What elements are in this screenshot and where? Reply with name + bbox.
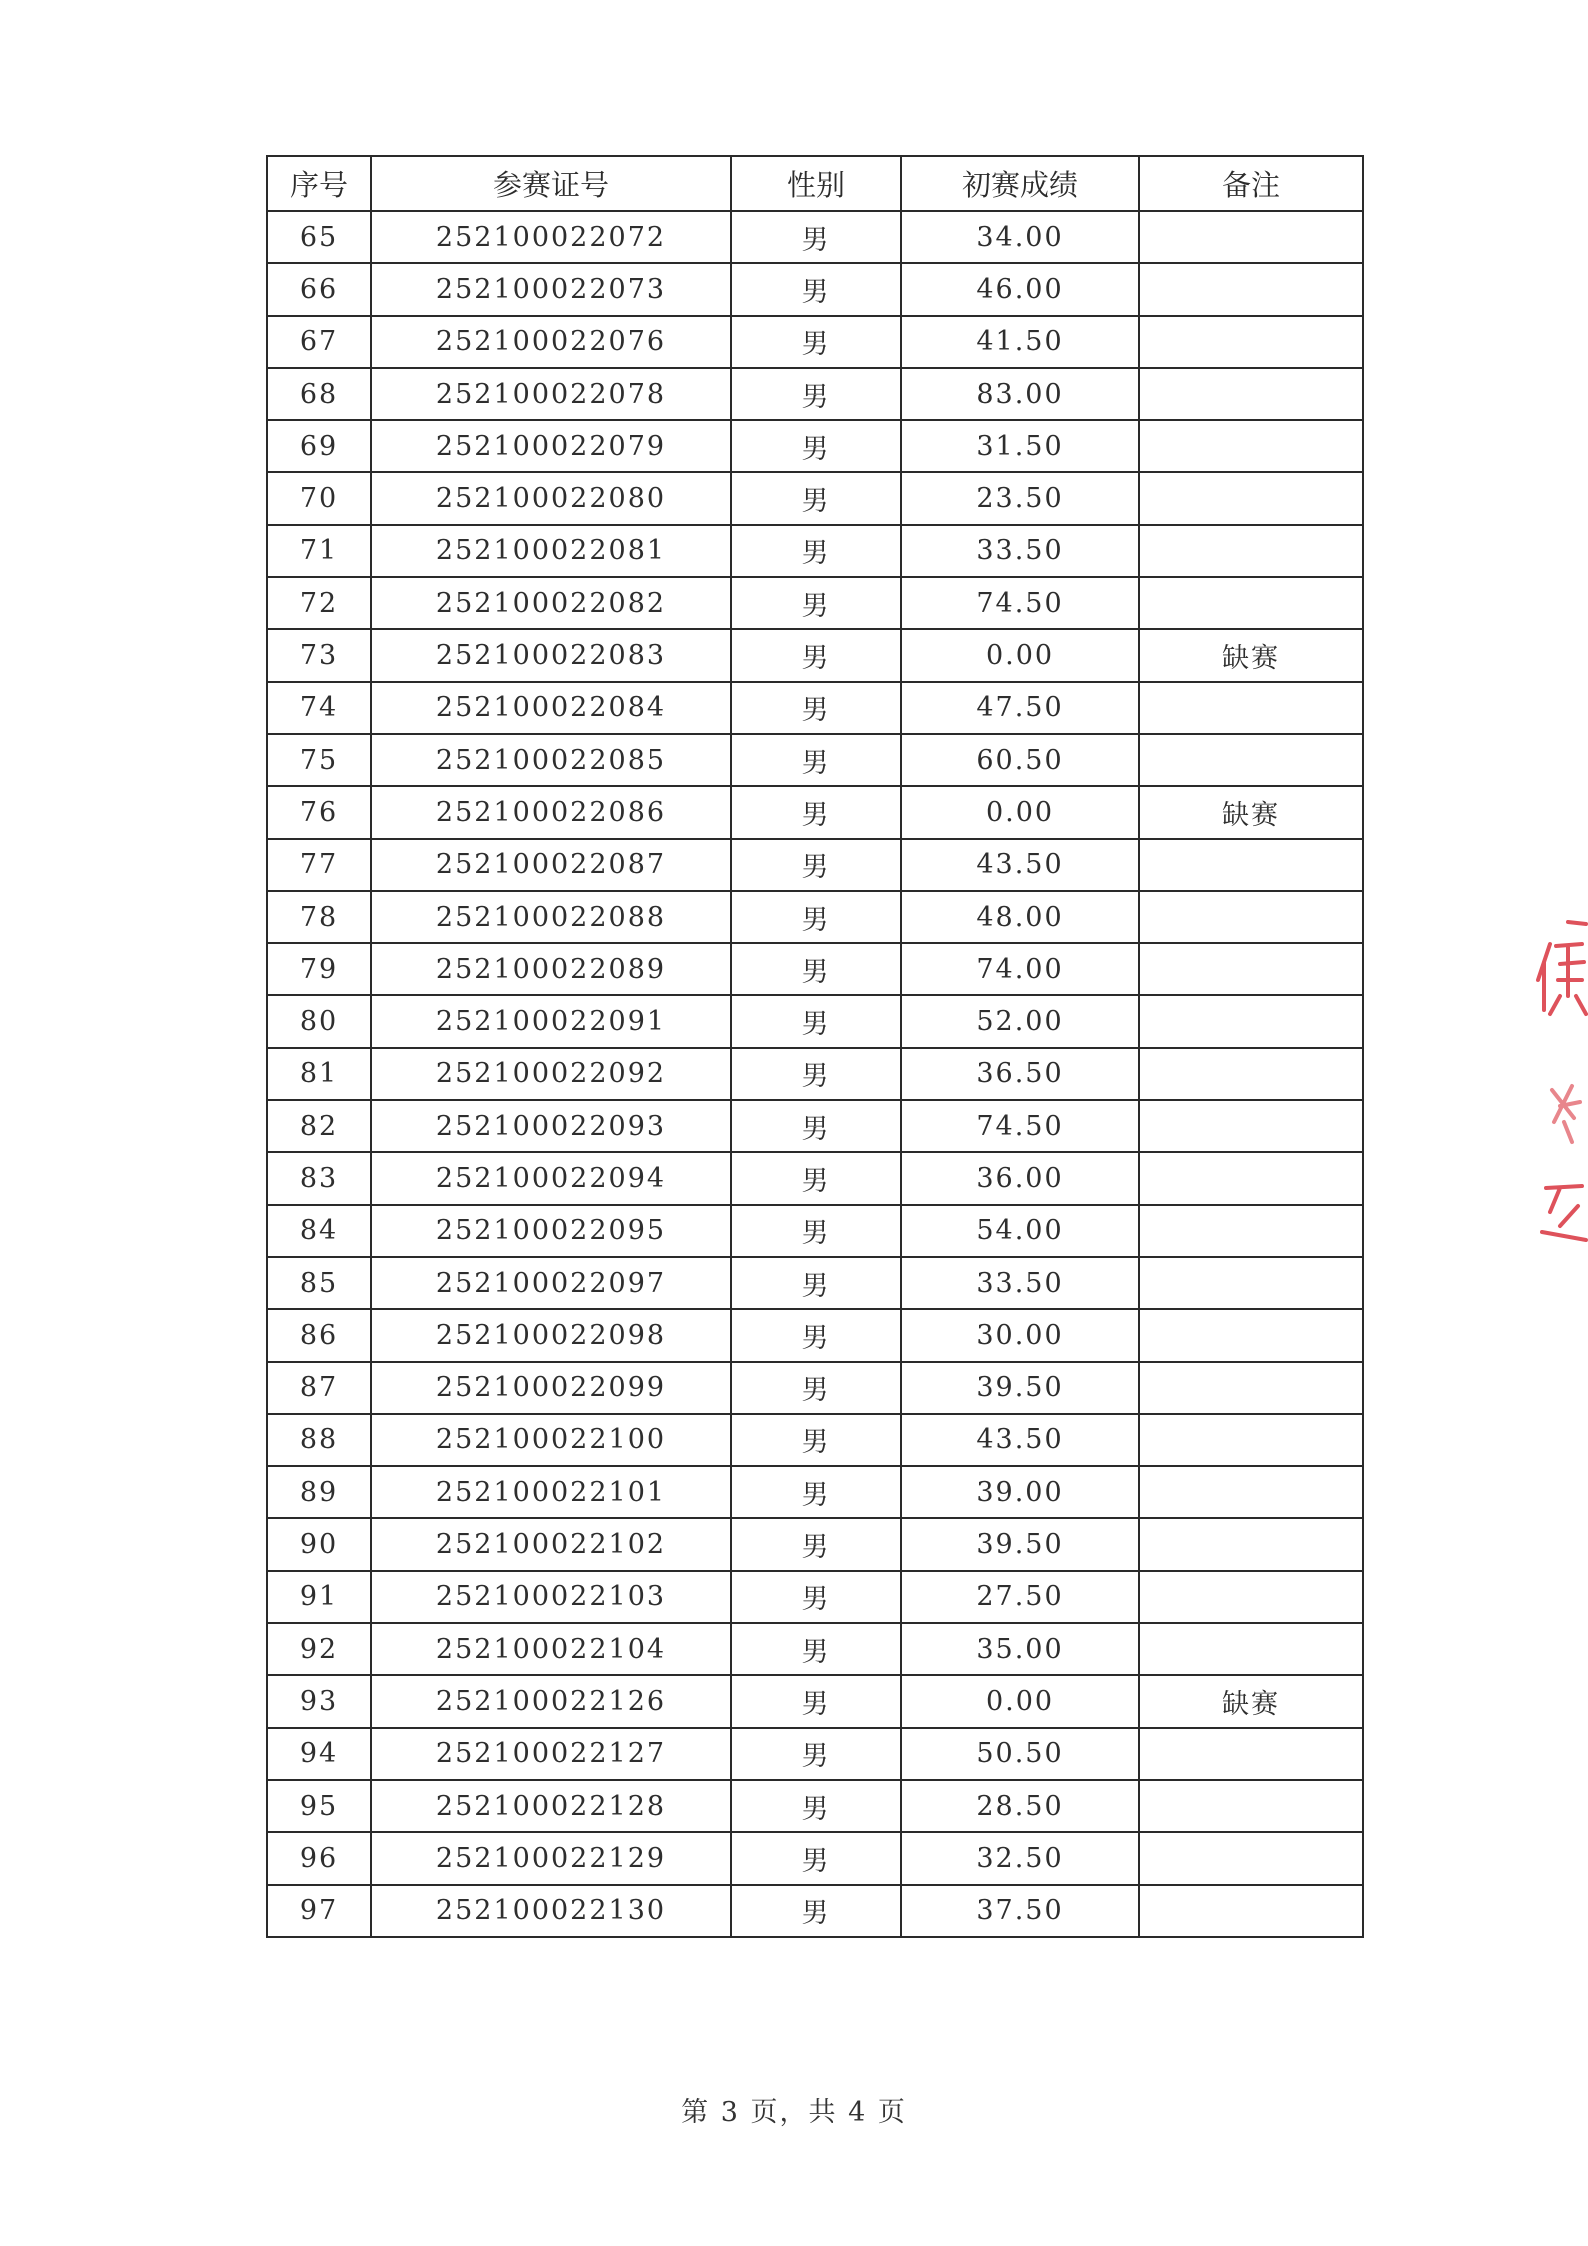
gender-cell: 男 [731,786,901,838]
gender-cell: 男 [731,1466,901,1518]
preliminary-score-cell: 74.50 [901,577,1139,629]
row-number-cell: 79 [267,943,371,995]
registration-id-cell: 252100022100 [371,1414,731,1466]
registration-id-cell: 252100022128 [371,1780,731,1832]
table-row [267,1257,1363,1309]
row-number-cell: 87 [267,1362,371,1414]
registration-id-cell: 252100022098 [371,1309,731,1361]
registration-id-cell: 252100022082 [371,577,731,629]
table-row [267,943,1363,995]
table-row [267,891,1363,943]
preliminary-score-cell: 36.50 [901,1048,1139,1100]
table-row [267,1362,1363,1414]
preliminary-score-cell: 54.00 [901,1205,1139,1257]
table-row [267,211,1363,263]
preliminary-score-cell: 43.50 [901,839,1139,891]
gender-cell: 男 [731,1100,901,1152]
registration-id-cell: 252100022076 [371,316,731,368]
header-registration-id: 参赛证号 [371,156,731,211]
preliminary-score-cell: 43.50 [901,1414,1139,1466]
gender-cell: 男 [731,1675,901,1727]
gender-cell: 男 [731,839,901,891]
row-number-cell: 82 [267,1100,371,1152]
remarks-cell [1139,1048,1363,1100]
remarks-cell [1139,1309,1363,1361]
row-number-cell: 66 [267,263,371,315]
results-table [266,155,1364,1938]
preliminary-score-cell: 48.00 [901,891,1139,943]
table-row [267,420,1363,472]
preliminary-score-cell: 0.00 [901,1675,1139,1727]
registration-id-cell: 252100022080 [371,472,731,524]
table-row [267,1832,1363,1884]
registration-id-cell: 252100022127 [371,1728,731,1780]
row-number-cell: 84 [267,1205,371,1257]
preliminary-score-cell: 52.00 [901,995,1139,1047]
preliminary-score-cell: 33.50 [901,1257,1139,1309]
table-row [267,1205,1363,1257]
remarks-cell [1139,1885,1363,1937]
gender-cell: 男 [731,1414,901,1466]
header-number: 序号 [267,156,371,211]
registration-id-cell: 252100022094 [371,1152,731,1204]
gender-cell: 男 [731,1362,901,1414]
preliminary-score-cell: 39.50 [901,1518,1139,1570]
gender-cell: 男 [731,682,901,734]
registration-id-cell: 252100022102 [371,1518,731,1570]
remarks-cell [1139,1466,1363,1518]
header-remarks: 备注 [1139,156,1363,211]
gender-cell: 男 [731,1832,901,1884]
remarks-cell [1139,1100,1363,1152]
seal-glyph-top [1538,944,1586,1014]
registration-id-cell: 252100022093 [371,1100,731,1152]
preliminary-score-cell: 39.00 [901,1466,1139,1518]
registration-id-cell: 252100022085 [371,734,731,786]
remarks-cell [1139,1623,1363,1675]
row-number-cell: 71 [267,525,371,577]
gender-cell: 男 [731,891,901,943]
registration-id-cell: 252100022130 [371,1885,731,1937]
row-number-cell: 70 [267,472,371,524]
remarks-cell [1139,1414,1363,1466]
gender-cell: 男 [731,1205,901,1257]
table-row [267,577,1363,629]
seal-glyph-bottom [1542,1186,1586,1240]
gender-cell: 男 [731,368,901,420]
remarks-cell [1139,577,1363,629]
registration-id-cell: 252100022095 [371,1205,731,1257]
preliminary-score-cell: 60.50 [901,734,1139,786]
row-number-cell: 92 [267,1623,371,1675]
seal-edge-mark [1568,922,1586,924]
registration-id-cell: 252100022099 [371,1362,731,1414]
remarks-cell [1139,472,1363,524]
preliminary-score-cell: 30.00 [901,1309,1139,1361]
preliminary-score-cell: 50.50 [901,1728,1139,1780]
registration-id-cell: 252100022089 [371,943,731,995]
row-number-cell: 78 [267,891,371,943]
remarks-cell [1139,1832,1363,1884]
header-preliminary-score: 初赛成绩 [901,156,1139,211]
row-number-cell: 65 [267,211,371,263]
preliminary-score-cell: 46.00 [901,263,1139,315]
remarks-cell [1139,1518,1363,1570]
gender-cell: 男 [731,577,901,629]
preliminary-score-cell: 35.00 [901,1623,1139,1675]
gender-cell: 男 [731,1780,901,1832]
preliminary-score-cell: 34.00 [901,211,1139,263]
preliminary-score-cell: 32.50 [901,1832,1139,1884]
row-number-cell: 69 [267,420,371,472]
preliminary-score-cell: 83.00 [901,368,1139,420]
remarks-cell [1139,368,1363,420]
registration-id-cell: 252100022091 [371,995,731,1047]
preliminary-score-cell: 74.00 [901,943,1139,995]
table-row [267,1675,1363,1727]
registration-id-cell: 252100022086 [371,786,731,838]
gender-cell: 男 [731,1623,901,1675]
row-number-cell: 81 [267,1048,371,1100]
registration-id-cell: 252100022092 [371,1048,731,1100]
gender-cell: 男 [731,995,901,1047]
gender-cell: 男 [731,1048,901,1100]
table-row [267,1885,1363,1937]
registration-id-cell: 252100022073 [371,263,731,315]
remarks-cell [1139,682,1363,734]
preliminary-score-cell: 36.00 [901,1152,1139,1204]
gender-cell: 男 [731,525,901,577]
gender-cell: 男 [731,420,901,472]
table-row [267,1571,1363,1623]
row-number-cell: 80 [267,995,371,1047]
registration-id-cell: 252100022101 [371,1466,731,1518]
row-number-cell: 86 [267,1309,371,1361]
row-number-cell: 95 [267,1780,371,1832]
table-row [267,734,1363,786]
gender-cell: 男 [731,1728,901,1780]
row-number-cell: 90 [267,1518,371,1570]
gender-cell: 男 [731,629,901,681]
remarks-cell [1139,211,1363,263]
gender-cell: 男 [731,1152,901,1204]
table-row [267,1518,1363,1570]
table-row [267,1780,1363,1832]
preliminary-score-cell: 37.50 [901,1885,1139,1937]
row-number-cell: 74 [267,682,371,734]
row-number-cell: 91 [267,1571,371,1623]
preliminary-score-cell: 39.50 [901,1362,1139,1414]
table-row [267,1152,1363,1204]
remarks-cell: 缺赛 [1139,629,1363,681]
gender-cell: 男 [731,1257,901,1309]
table-row [267,1623,1363,1675]
row-number-cell: 73 [267,629,371,681]
page-footer: 第 3 页，共 4 页 [681,2097,907,2128]
gender-cell: 男 [731,1518,901,1570]
table-row [267,839,1363,891]
seal-glyph-middle [1552,1086,1580,1142]
remarks-cell [1139,891,1363,943]
row-number-cell: 75 [267,734,371,786]
table-row [267,1728,1363,1780]
row-number-cell: 68 [267,368,371,420]
registration-id-cell: 252100022104 [371,1623,731,1675]
row-number-cell: 97 [267,1885,371,1937]
preliminary-score-cell: 28.50 [901,1780,1139,1832]
remarks-cell: 缺赛 [1139,1675,1363,1727]
table-row [267,263,1363,315]
row-number-cell: 83 [267,1152,371,1204]
table-row [267,682,1363,734]
remarks-cell [1139,734,1363,786]
preliminary-score-cell: 74.50 [901,1100,1139,1152]
remarks-cell [1139,839,1363,891]
row-number-cell: 77 [267,839,371,891]
row-number-cell: 76 [267,786,371,838]
remarks-cell [1139,1152,1363,1204]
registration-id-cell: 252100022097 [371,1257,731,1309]
row-number-cell: 85 [267,1257,371,1309]
gender-cell: 男 [731,472,901,524]
table-header-row [267,156,1363,211]
gender-cell: 男 [731,211,901,263]
header-gender: 性别 [731,156,901,211]
table-row [267,368,1363,420]
remarks-cell [1139,1362,1363,1414]
row-number-cell: 67 [267,316,371,368]
registration-id-cell: 252100022088 [371,891,731,943]
row-number-cell: 96 [267,1832,371,1884]
registration-id-cell: 252100022079 [371,420,731,472]
gender-cell: 男 [731,316,901,368]
remarks-cell [1139,525,1363,577]
table-row [267,472,1363,524]
table-row [267,316,1363,368]
row-number-cell: 94 [267,1728,371,1780]
preliminary-score-cell: 27.50 [901,1571,1139,1623]
table-row [267,1309,1363,1361]
table-row [267,525,1363,577]
remarks-cell [1139,420,1363,472]
preliminary-score-cell: 31.50 [901,420,1139,472]
gender-cell: 男 [731,1571,901,1623]
gender-cell: 男 [731,1885,901,1937]
preliminary-score-cell: 41.50 [901,316,1139,368]
table-row [267,1414,1363,1466]
row-number-cell: 72 [267,577,371,629]
row-number-cell: 89 [267,1466,371,1518]
preliminary-score-cell: 47.50 [901,682,1139,734]
table-row [267,1100,1363,1152]
preliminary-score-cell: 0.00 [901,629,1139,681]
remarks-cell [1139,1571,1363,1623]
remarks-cell: 缺赛 [1139,786,1363,838]
registration-id-cell: 252100022081 [371,525,731,577]
table-row [267,1048,1363,1100]
registration-id-cell: 252100022078 [371,368,731,420]
registration-id-cell: 252100022126 [371,1675,731,1727]
registration-id-cell: 252100022083 [371,629,731,681]
registration-id-cell: 252100022072 [371,211,731,263]
table-body [267,211,1363,1937]
preliminary-score-cell: 33.50 [901,525,1139,577]
preliminary-score-cell: 23.50 [901,472,1139,524]
remarks-cell [1139,995,1363,1047]
remarks-cell [1139,943,1363,995]
row-number-cell: 88 [267,1414,371,1466]
remarks-cell [1139,1780,1363,1832]
remarks-cell [1139,1257,1363,1309]
table-row [267,995,1363,1047]
registration-id-cell: 252100022087 [371,839,731,891]
remarks-cell [1139,316,1363,368]
gender-cell: 男 [731,943,901,995]
registration-id-cell: 252100022103 [371,1571,731,1623]
table-row [267,629,1363,681]
table-row [267,1466,1363,1518]
preliminary-score-cell: 0.00 [901,786,1139,838]
row-number-cell: 93 [267,1675,371,1727]
table-row [267,786,1363,838]
remarks-cell [1139,263,1363,315]
remarks-cell [1139,1205,1363,1257]
registration-id-cell: 252100022129 [371,1832,731,1884]
remarks-cell [1139,1728,1363,1780]
gender-cell: 男 [731,263,901,315]
red-seal-stamp [1520,910,1588,1250]
registration-id-cell: 252100022084 [371,682,731,734]
gender-cell: 男 [731,734,901,786]
gender-cell: 男 [731,1309,901,1361]
